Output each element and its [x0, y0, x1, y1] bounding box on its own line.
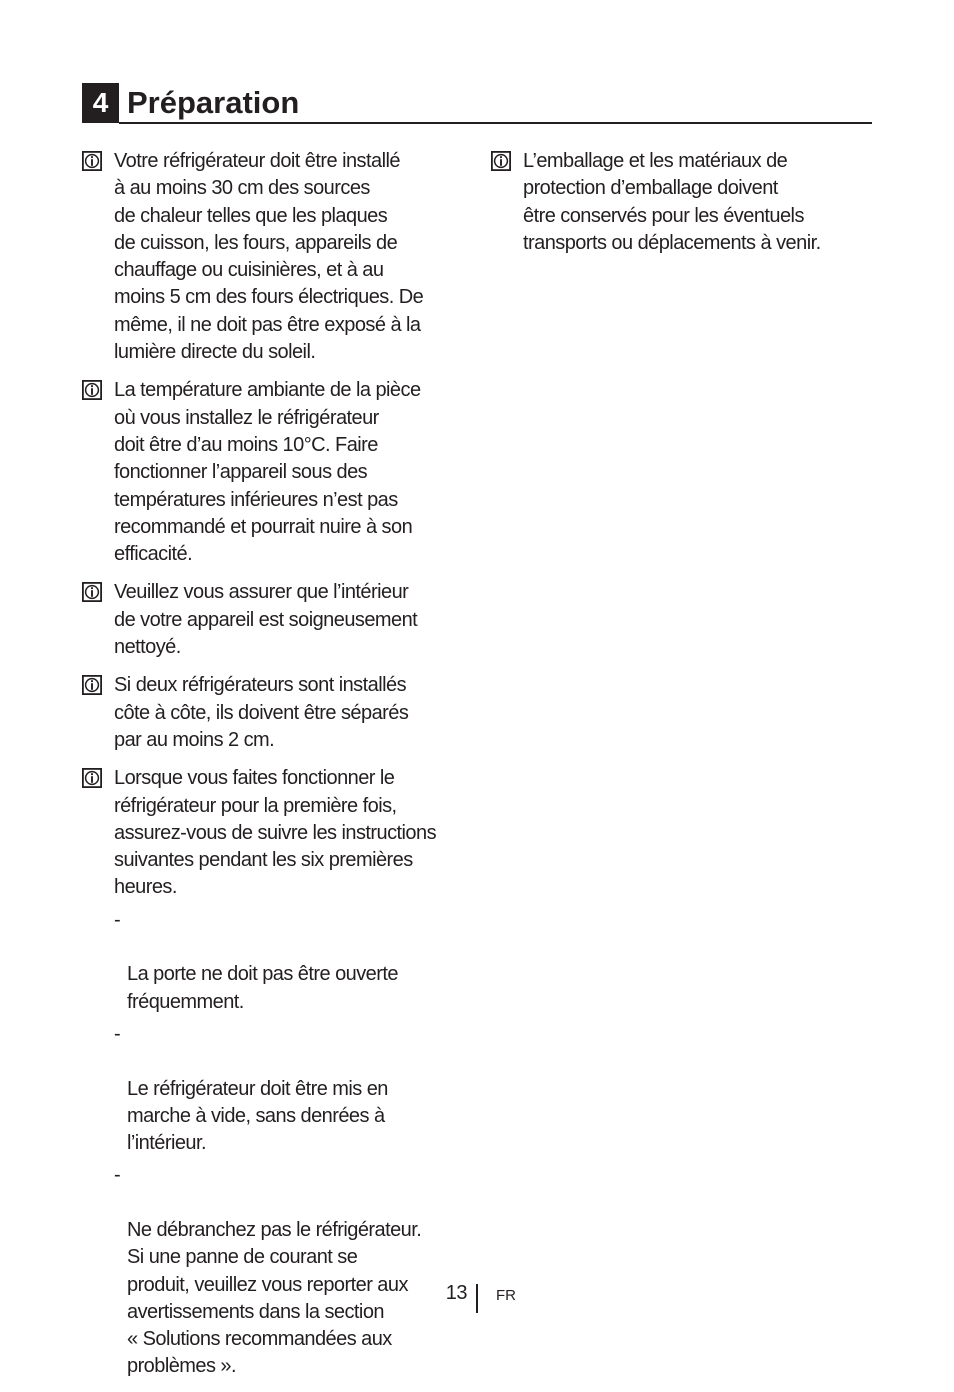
note-text: Votre réfrigérateur doit être installé à au moins 30 cm des sources de chaleur telles que les plaques de cuisson, les fours, appareils de chauffage ou cuisinières, et à au moins 5 cm des fours électriques. De même, il ne doit pas être exposé à la lumière directe du soleil. — [114, 150, 424, 364]
note-text: Si deux réfrigérateurs sont installés côte à côte, ils doivent être séparés par au moins 2 cm. — [114, 674, 409, 751]
section-header — [82, 83, 872, 124]
note-text: Lorsque vous faites fonctionner le réfrigérateur pour la première fois, assurez-vous de suivre les instructions suivantes pendant les six premières heures. — [114, 767, 437, 899]
page-number: 13 — [445, 1282, 467, 1304]
list-item — [114, 1021, 472, 1157]
language-code: FR — [496, 1287, 516, 1304]
info-icon — [82, 151, 102, 171]
list-item — [114, 907, 472, 1016]
dash-mark: - — [114, 1022, 121, 1045]
note-ambient-temperature — [82, 377, 472, 568]
page-title: Préparation — [127, 85, 300, 120]
note-text: Veuillez vous assurer que l’intérieur de votre appareil est soigneusement nettoyé. — [114, 581, 418, 659]
info-icon — [82, 380, 102, 400]
note-text: La température ambiante de la pièce où vous installez le réfrigérateur doit être d’au moins 10°C. Faire fonctionner l’appareil sous des températures inférieures n’est pas recommandé et pourrait nuire à son efficacité. — [114, 379, 421, 566]
note-text: L’emballage et les matériaux de protection d’emballage doivent être conservés pour les éventuels transports ou déplacements à venir. — [523, 150, 821, 254]
info-icon — [82, 675, 102, 695]
info-icon — [491, 151, 511, 171]
list-item-text: La porte ne doit pas être ouverte fréquemment. — [127, 963, 398, 1013]
list-item-text: Le réfrigérateur doit être mis en marche à vide, sans denrées à l’intérieur. — [127, 1077, 388, 1155]
footer-divider — [476, 1284, 478, 1313]
dash-mark: - — [114, 908, 121, 931]
info-icon — [82, 582, 102, 602]
section-number-badge: 4 — [82, 83, 119, 123]
right-column — [491, 148, 871, 268]
dash-mark: - — [114, 1164, 121, 1187]
info-icon — [82, 768, 102, 788]
note-interior-cleaning — [82, 579, 472, 661]
header-rule — [119, 122, 872, 124]
left-column — [82, 148, 472, 1392]
page-footer — [0, 1278, 954, 1318]
list-item — [114, 1162, 472, 1380]
note-side-by-side-spacing — [82, 672, 472, 754]
note-packaging-storage — [491, 148, 871, 257]
note-installation-distance — [82, 148, 472, 366]
list-item-text: Ne débranchez pas le réfrigérateur. Si une panne de courant se produit, veuillez vous reporter aux avertissements dans la section « Solutions recommandées aux problèmes ». — [127, 1218, 422, 1378]
